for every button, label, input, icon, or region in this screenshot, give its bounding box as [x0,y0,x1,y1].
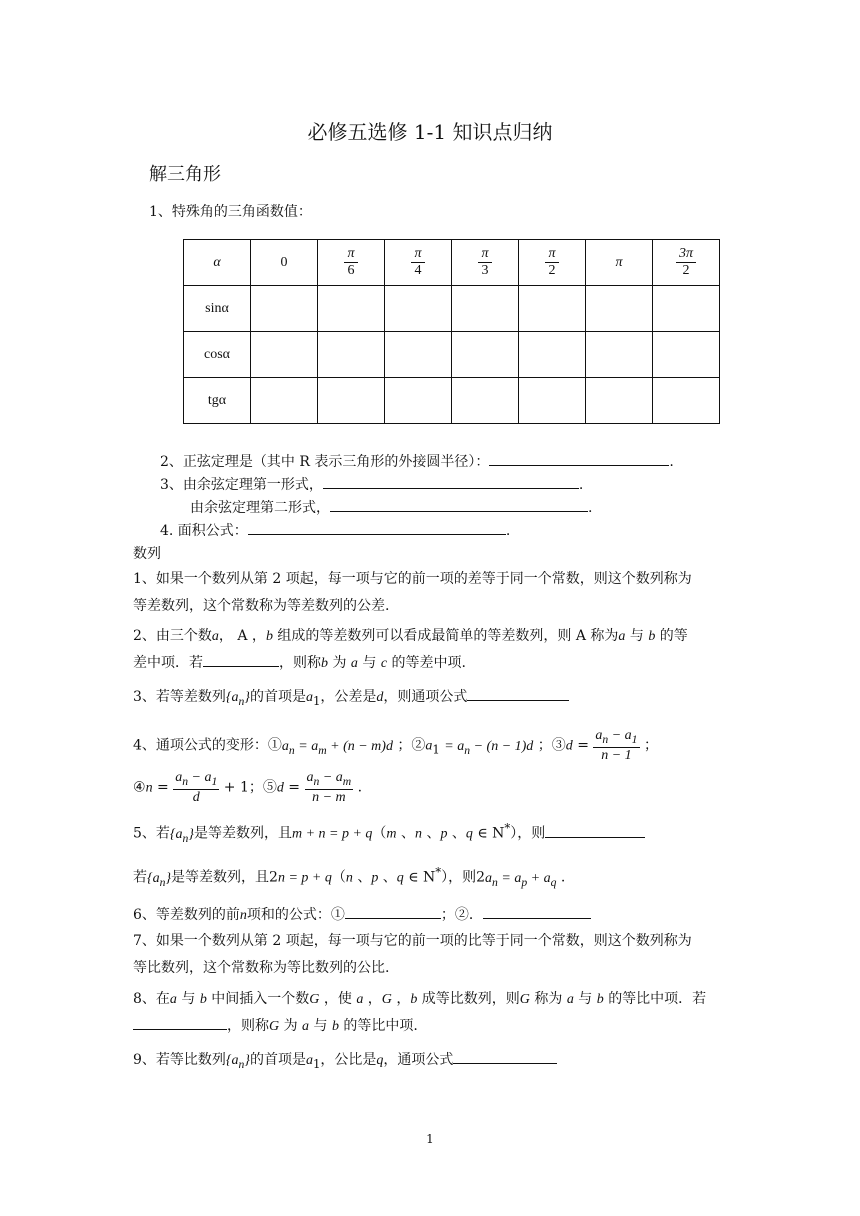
table-cell[interactable] [452,332,519,378]
para-4-line-1: 4、通项公式的变形：$①a_n = a_m + (n - m)d$ ；$②a_1 = a_n - (n - 1)d$ ；③d = $\frac{a_n - a_1}{n - 1}$ ； [133,728,658,763]
blank-arithmetic-property[interactable] [545,823,645,838]
table-cell[interactable] [251,378,318,424]
table-cell[interactable] [653,332,720,378]
table-cell[interactable] [318,378,385,424]
table-row-tg [184,378,720,424]
table-cell[interactable] [519,286,586,332]
table-cell[interactable] [385,286,452,332]
blank-arithmetic-general-term[interactable] [467,686,569,701]
blank-sine-law[interactable] [489,451,669,466]
header-cell-3pi-2: $\frac{3\pi}{2}$ [653,240,720,286]
table-cell[interactable] [519,378,586,424]
blank-area-formula[interactable] [248,520,506,535]
table-cell[interactable] [452,286,519,332]
header-cell-pi-3: $\frac{\pi}{3}$ [452,240,519,286]
table-cell[interactable] [653,378,720,424]
header-cell-0: 0 [251,240,318,286]
blank-geometric-general-term[interactable] [453,1049,557,1064]
trig-value-table [183,239,720,424]
table-cell[interactable] [251,286,318,332]
item-4-area-formula: 4. 面积公式： . [160,520,510,540]
para-4-line-2: ④n = $\frac{a_n - a_1}{d}$ + 1；⑤d = $\frac{a_n - a_m}{n - m}$ . [133,770,363,805]
para-3: 3、若等差数列$\{a_n\}$的首项是$a_1$，公差是d，则通项公式 [133,686,569,708]
table-row-cos [184,332,720,378]
para-1-line-2: 等差数列，这个常数称为等差数列的公差. [133,598,390,614]
blank-arithmetic-mean[interactable] [203,652,279,667]
table-cell[interactable] [318,332,385,378]
para-8-line-2: ，则称G 为 a 与 b 的等比中项. [133,1015,418,1035]
para-1-line-1: 1、如果一个数列从第 2 项起，每一项与它的前一项的差等于同一个常数，则这个数列称为 [133,571,692,587]
header-cell-pi-6: $\frac{\pi}{6}$ [318,240,385,286]
table-cell[interactable] [318,286,385,332]
table-cell[interactable] [385,378,452,424]
table-cell[interactable] [519,332,586,378]
blank-cosine-law-1[interactable] [323,474,579,489]
item-3-cosine-law-2: 由余弦定理第二形式， . [190,497,592,517]
table-cell[interactable] [385,332,452,378]
item-3-cosine-law-1: 3、由余弦定理第一形式， . [160,474,583,494]
item-1-heading: 1、特殊角的三角函数值： [149,204,312,220]
table-header-row [184,240,720,286]
page-title: 必修五选修 1-1 知识点归纳 [307,120,553,144]
para-7-line-2: 等比数列，这个常数称为等比数列的公比. [133,960,390,976]
para-2-line-1: 2、由三个数a， A ，b 组成的等差数列可以看成最简单的等差数列，则 A 称为a 与 b 的等 [133,628,688,644]
para-6: 6、等差数列的前n项和的公式：① ；②． [133,904,591,924]
table-cell[interactable] [653,286,720,332]
blank-sum-formula-1[interactable] [345,904,441,919]
para-9: 9、若等比数列$\{a_n\}$的首项是$a_1$，公比是q，通项公式 [133,1049,557,1071]
para-2-line-2: 差中项．若 ，则称b 为 a 与 c 的等差中项. [133,652,466,672]
page-number: 1 [426,1132,434,1146]
item-2-sine-law: 2、正弦定理是（其中 R 表示三角形的外接圆半径）： . [160,451,674,471]
table-row-sin [184,286,720,332]
blank-sum-formula-2[interactable] [483,904,591,919]
header-cell-pi: π [586,240,653,286]
para-5-line-1: 5、若$\{a_n\}$是等差数列，且m + n = p + q（m 、n 、p 、q ∈ N*），则 [133,821,645,844]
table-cell[interactable] [251,332,318,378]
table-cell[interactable] [586,332,653,378]
blank-cosine-law-2[interactable] [330,497,588,512]
para-7-line-1: 7、如果一个数列从第 2 项起，每一项与它的前一项的比等于同一个常数，则这个数列称为 [133,933,692,949]
section-heading-triangle: 解三角形 [149,164,221,185]
header-cell-pi-4: $\frac{\pi}{4}$ [385,240,452,286]
blank-geometric-mean[interactable] [133,1015,227,1030]
row-label-tg: tgα [184,378,251,424]
para-8-line-1: 8、在a 与 b 中间插入一个数G ，使 a ，G ，b 成等比数列，则G 称为 a 与 b 的等比中项．若 [133,991,707,1007]
table-cell[interactable] [452,378,519,424]
para-5-line-2: 若$\{a_n\}$是等差数列，且2n = p + q（n 、p 、q ∈ N*），则$2a_n = a_p + a_q$ . [133,865,566,889]
table-cell[interactable] [586,378,653,424]
header-cell-alpha: α [184,240,251,286]
row-label-sin: sinα [184,286,251,332]
section-heading-sequence: 数列 [133,546,161,562]
header-cell-pi-2: $\frac{\pi}{2}$ [519,240,586,286]
row-label-cos: cosα [184,332,251,378]
table-cell[interactable] [586,286,653,332]
